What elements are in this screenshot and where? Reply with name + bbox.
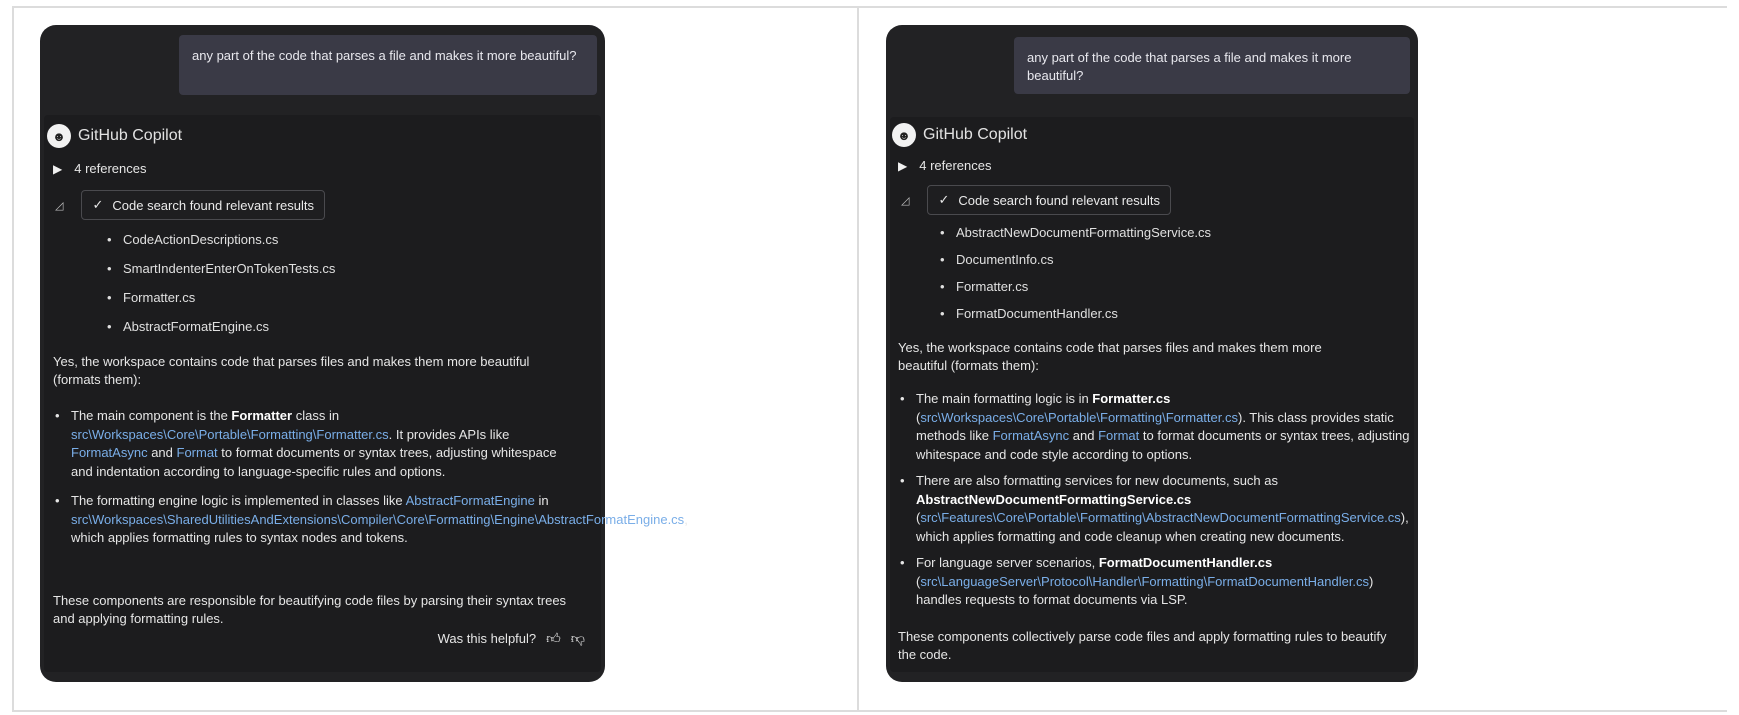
reference-file[interactable]: • FormatDocumentHandler.cs (940, 306, 1211, 333)
search-result-label: Code search found relevant results (112, 197, 314, 213)
reference-file[interactable]: • Formatter.cs (107, 290, 335, 319)
file-link[interactable]: src\LanguageServer\Protocol\Handler\Formatting\FormatDocumentHandler.cs (920, 573, 1370, 589)
answer-bullet: • For language server scenarios, FormatDocumentHandler.cs (src\LanguageServer\Protocol\Handler\Formatting\FormatDocumentHandler.cs) handles requests to format documents via LSP. (898, 554, 1410, 610)
assistant-response (890, 117, 1414, 672)
search-result-row (55, 190, 325, 220)
assistant-name: GitHub Copilot (78, 127, 183, 144)
intro-text: Yes, the workspace contains code that parses files and makes them more beautiful (formats them): (898, 340, 1322, 373)
search-result-label: Code search found relevant results (958, 192, 1160, 208)
feedback-bar (438, 630, 585, 647)
assistant-response (44, 115, 688, 672)
reference-file[interactable]: • CodeActionDescriptions.cs (107, 232, 335, 261)
answer-bullet: • The formatting engine logic is implemented in classes like AbstractFormatEngine in src\Workspaces\SharedUtilitiesAndExtensions\Compiler\Core\Formatting\Engine\AbstractFormatEngine.cs, which applies formatting rules to syntax nodes and tokens. (53, 492, 563, 548)
file-link[interactable]: src\Workspaces\Core\Portable\Formatting\Formatter.cs (920, 409, 1238, 425)
symbol-link[interactable]: Format (176, 445, 218, 460)
references-label: 4 references (74, 161, 147, 176)
column-divider (857, 6, 859, 712)
checkmark-icon: ✓ (92, 197, 104, 212)
outro-text: These components are responsible for beautifying code files by parsing their syntax trees and applying formatting rules. (53, 593, 567, 626)
answer-bullet: • There are also formatting services for new documents, such as AbstractNewDocumentFormattingService.cs (src\Features\Core\Portable\Formatting\AbstractNewDocumentFormattingService.cs), which applies formatting and code cleanup when creating new documents. (898, 472, 1410, 546)
collapse-triangle-icon[interactable]: ◿ (55, 199, 64, 212)
answer-bullets (53, 407, 688, 548)
reference-file[interactable]: • SmartIndenterEnterOnTokenTests.cs (107, 261, 335, 290)
symbol-link[interactable]: FormatAsync (992, 428, 1070, 443)
thumbs-down-icon[interactable]: 👎︎ (570, 630, 585, 646)
answer-bullets (898, 390, 1410, 610)
file-link[interactable]: src\Workspaces\SharedUtilitiesAndExtensions\Compiler\Core\Formatting\Engine\AbstractFormatEngine.cs (71, 511, 685, 527)
feedback-label: Was this helpful? (437, 631, 537, 646)
symbol-link[interactable]: FormatAsync (71, 445, 148, 460)
reference-file[interactable]: • AbstractFormatEngine.cs (107, 319, 335, 348)
assistant-name: GitHub Copilot (923, 126, 1028, 143)
reference-file[interactable]: • DocumentInfo.cs (940, 252, 1211, 279)
answer-bullet: • The main formatting logic is in Formatter.cs (src\Workspaces\Core\Portable\Formatting\Formatter.cs). This class provides static methods like FormatAsync and Format to format documents or syntax trees, adjusting whitespace and code style according to options. (898, 390, 1410, 464)
file-link[interactable]: src\Workspaces\Core\Portable\Formatting\Formatter.cs (71, 426, 389, 442)
file-link[interactable]: src\Features\Core\Portable\Formatting\AbstractNewDocumentFormattingService.cs (920, 510, 1401, 525)
thumbs-up-icon[interactable]: 👍︎ (546, 630, 561, 646)
answer-bullet: • The main component is the Formatter class in src\Workspaces\Core\Portable\Formatting\Formatter.cs. It provides APIs like FormatAsync and Format to format documents or syntax trees, adjusting whitespace and indentation according to language-specific rules and options. (53, 407, 563, 481)
reference-file[interactable]: • AbstractNewDocumentFormattingService.cs (940, 225, 1211, 252)
chat-panel-left (40, 25, 688, 682)
copilot-avatar-icon: ☻ (892, 123, 916, 147)
search-result-row (901, 185, 1171, 215)
references-toggle[interactable] (53, 161, 147, 176)
assistant-header (47, 124, 182, 148)
collapse-triangle-icon[interactable]: ◿ (901, 194, 910, 207)
outro-text: These components collectively parse code files and apply formatting rules to beautify the code. (898, 629, 1387, 662)
chat-panel-right (886, 25, 1418, 682)
symbol-link[interactable]: AbstractFormatEngine (405, 493, 535, 508)
references-label: 4 references (919, 158, 992, 173)
copilot-avatar-icon: ☻ (47, 124, 71, 148)
reference-file-list (940, 225, 1211, 333)
checkmark-icon: ✓ (938, 192, 950, 207)
caret-right-icon: ▶ (53, 161, 63, 176)
symbol-link[interactable]: Format (1098, 428, 1140, 443)
user-message: any part of the code that parses a file and makes it more beautiful? (1014, 37, 1410, 94)
assistant-header (892, 123, 1027, 147)
reference-file[interactable]: • Formatter.cs (940, 279, 1211, 306)
search-result-badge[interactable] (81, 190, 325, 220)
references-toggle[interactable] (898, 158, 992, 173)
reference-file-list (107, 232, 335, 348)
intro-text: Yes, the workspace contains code that parses files and makes them more beautiful (formats them): (53, 354, 530, 387)
user-message: any part of the code that parses a file and makes it more beautiful? (179, 35, 597, 95)
caret-right-icon: ▶ (898, 158, 908, 173)
search-result-badge[interactable] (927, 185, 1171, 215)
